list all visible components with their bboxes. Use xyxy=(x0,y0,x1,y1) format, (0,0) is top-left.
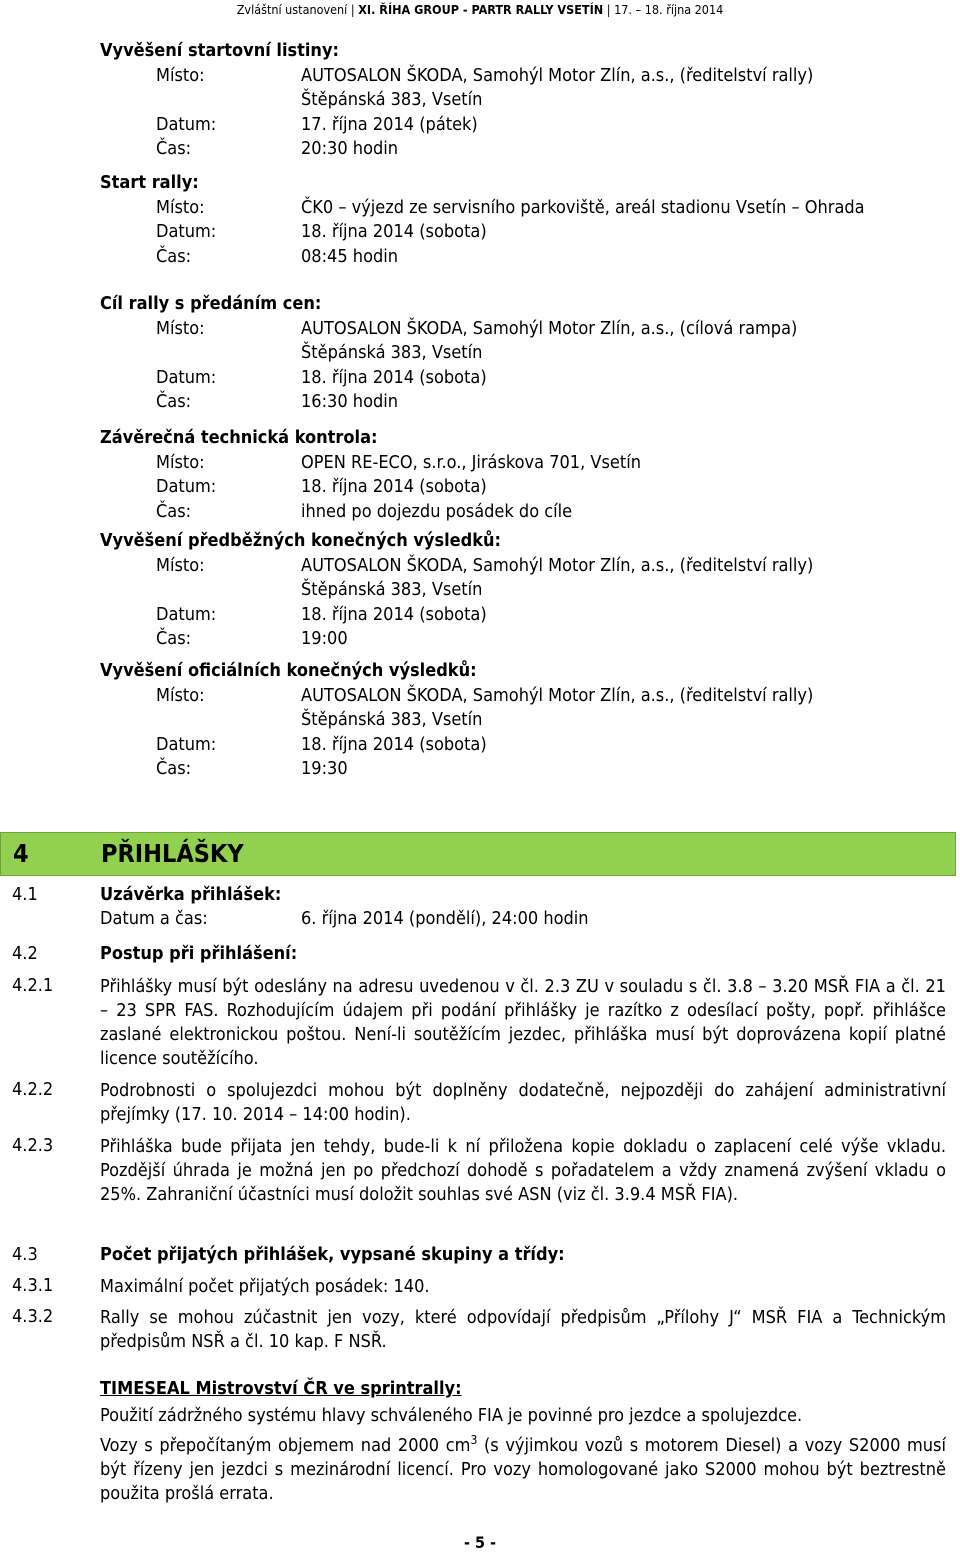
field-label: Čas: xyxy=(156,500,192,522)
field-label: Místo: xyxy=(156,555,205,576)
paragraph-text: Přihláška bude přijata jen tehdy, bude-li k ní přiložena kopie dokladu o zaplacení celé výše vkladu. Pozdější úhrada je možná jen po předchozí dohodě s pořadatelem a vždy znamená zvýšení vkladu o 25%. Zahraniční účastníci musí doložit souhlas své ASN (viz čl. 3.9.4 MSŘ FIA). xyxy=(100,1136,946,1205)
field-value: 18. října 2014 (sobota) xyxy=(301,366,487,388)
field-label: Čas: xyxy=(156,137,192,159)
field-value: 17. října 2014 (pátek) xyxy=(301,113,478,135)
field-value: 16:30 hodin xyxy=(301,390,399,412)
header-prefix: Zvláštní ustanovení | xyxy=(236,2,355,17)
field-value: Štěpánská 383, Vsetín xyxy=(301,709,483,731)
field-value: Štěpánská 383, Vsetín xyxy=(301,579,483,601)
section-heading: Uzávěrka přihlášek: xyxy=(100,884,282,905)
paragraph-number: 4.2.1 xyxy=(12,975,54,996)
field-value: 18. října 2014 (sobota) xyxy=(301,603,487,625)
chapter-number: 4 xyxy=(13,839,29,868)
header-dates: | 17. – 18. října 2014 xyxy=(606,2,724,17)
section-number: 4.2 xyxy=(12,943,38,964)
field-label: Čas: xyxy=(156,245,192,267)
paragraph-text: Přihlášky musí být odeslány na adresu uvedenou v čl. 2.3 ZU v souladu s čl. 3.8 – 3.20 MSŘ FIA a čl. 21 – 23 SPR FAS. Rozhodujícím údajem při podání přihlášky je razítko z odesílací pošty, popř. přihlášce zaslané elektronickou poštou. Není-li soutěžícím jezdec, přihláška musí být doprovázena kopií platné licence soutěžícího. xyxy=(100,976,946,1069)
field-value: AUTOSALON ŠKODA, Samohýl Motor Zlín, a.s., (ředitelství rally) xyxy=(301,685,814,706)
chapter-title: PŘIHLÁŠKY xyxy=(101,839,244,868)
section-number: 4.3 xyxy=(12,1244,38,1265)
timeseal-heading: TIMESEAL Mistrovství ČR ve sprintrally: xyxy=(100,1378,462,1399)
field-value: AUTOSALON ŠKODA, Samohýl Motor Zlín, a.s., (ředitelství rally) xyxy=(301,555,814,576)
field-value: AUTOSALON ŠKODA, Samohýl Motor Zlín, a.s., (ředitelství rally) xyxy=(301,65,814,86)
field-value: ihned po dojezdu posádek do cíle xyxy=(301,500,573,522)
page-header xyxy=(0,2,960,17)
schedule-heading: Start rally: xyxy=(100,172,199,193)
paragraph-text: Maximální počet přijatých posádek: 140. xyxy=(100,1276,430,1297)
paragraph-number: 4.3.1 xyxy=(12,1275,54,1296)
schedule-heading: Závěrečná technická kontrola: xyxy=(100,427,378,448)
schedule-heading: Cíl rally s předáním cen: xyxy=(100,293,322,314)
paragraph-number: 4.2.2 xyxy=(12,1079,54,1100)
field-label: Místo: xyxy=(156,452,205,473)
timeseal-text-a: Vozy s přepočítaným objemem nad 2000 cm xyxy=(100,1435,471,1456)
field-label: Datum: xyxy=(156,603,217,625)
field-value: 18. října 2014 (sobota) xyxy=(301,476,487,498)
field-label: Čas: xyxy=(156,390,192,412)
field-value: Štěpánská 383, Vsetín xyxy=(301,342,483,364)
section-heading: Postup při přihlášení: xyxy=(100,943,298,964)
timeseal-paragraph xyxy=(100,1428,946,1506)
field-label: Čas: xyxy=(156,627,192,649)
section-heading: Počet přijatých přihlášek, vypsané skupiny a třídy: xyxy=(100,1244,565,1265)
field-value: 18. října 2014 (sobota) xyxy=(301,221,487,243)
field-label: Datum: xyxy=(156,366,217,388)
field-label: Místo: xyxy=(156,685,205,706)
field-label: Datum: xyxy=(156,733,217,755)
paragraph-number: 4.2.3 xyxy=(12,1135,54,1156)
paragraph-text: Rally se mohou zúčastnit jen vozy, které odpovídají předpisům „Přílohy J“ MSŘ FIA a Technickým předpisům NSŘ a čl. 10 kap. F NSŘ. xyxy=(100,1307,946,1352)
field-label: Místo: xyxy=(156,65,205,86)
field-label: Místo: xyxy=(156,318,205,339)
schedule-heading: Vyvěšení startovní listiny: xyxy=(100,40,339,61)
field-value: 19:00 xyxy=(301,627,348,649)
schedule-heading: Vyvěšení oficiálních konečných výsledků: xyxy=(100,660,477,681)
paragraph-text: Podrobnosti o spolujezdci mohou být doplněny dodatečně, nejpozději do zahájení administrativní přejímky (17. 10. 2014 – 14:00 hodin). xyxy=(100,1080,946,1125)
header-event: XI. ŘÍHA GROUP - PARTR RALLY VSETÍN xyxy=(358,2,604,17)
page-number: - 5 - xyxy=(464,1533,496,1552)
timeseal-text-b: (s výjimkou vozů s motorem Diesel) a vozy S2000 musí být řízeny jen jezdci s mezinárodní licencí. Pro vozy homologované jako S2000 mohou být beztrestně použita prošlá errata. xyxy=(100,1435,946,1504)
field-label: Datum: xyxy=(156,476,217,498)
field-value: 6. října 2014 (pondělí), 24:00 hodin xyxy=(301,908,589,929)
field-value: 19:30 xyxy=(301,757,348,779)
field-label: Datum: xyxy=(156,221,217,243)
field-label: Čas: xyxy=(156,757,192,779)
field-value: ČK0 – výjezd ze servisního parkoviště, areál stadionu Vsetín – Ohrada xyxy=(301,197,865,218)
chapter-bar xyxy=(0,832,956,876)
superscript: 3 xyxy=(470,1433,478,1447)
field-value: AUTOSALON ŠKODA, Samohýl Motor Zlín, a.s., (cílová rampa) xyxy=(301,318,798,339)
field-value: 08:45 hodin xyxy=(301,245,399,267)
field-value: OPEN RE-ECO, s.r.o., Jiráskova 701, Vsetín xyxy=(301,452,641,473)
field-value: Štěpánská 383, Vsetín xyxy=(301,89,483,111)
field-label: Datum: xyxy=(156,113,217,135)
field-value: 20:30 hodin xyxy=(301,137,399,159)
schedule-heading: Vyvěšení předběžných konečných výsledků: xyxy=(100,530,502,551)
field-label: Datum a čas: xyxy=(100,908,208,929)
section-number: 4.1 xyxy=(12,884,38,905)
field-value: 18. října 2014 (sobota) xyxy=(301,733,487,755)
paragraph-number: 4.3.2 xyxy=(12,1306,54,1327)
timeseal-line: Použití zádržného systému hlavy schváleného FIA je povinné pro jezdce a spolujezdce. xyxy=(100,1405,803,1426)
field-label: Místo: xyxy=(156,197,205,218)
